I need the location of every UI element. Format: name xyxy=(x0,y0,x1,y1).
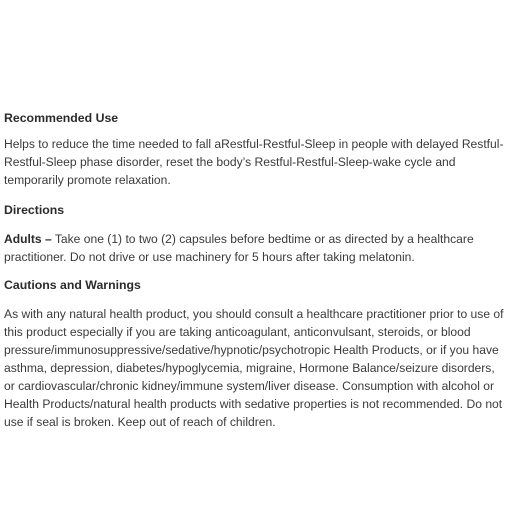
recommended-use-heading: Recommended Use xyxy=(4,111,119,125)
directions-adults-label: Adults – xyxy=(4,232,52,246)
directions-text: Take one (1) to two (2) capsules before bedtime or as directed by a healthcare practitioner. Do not drive or use machinery for 5 hours after taking melatonin. xyxy=(4,232,474,264)
recommended-use-text: Helps to reduce the time needed to fall aRestful-Restful-Sleep in people with delayed Restful-Restful-Sleep phase disorder, reset the body’s Restful-Restful-Sleep-wake cycle and temporarily promote relaxation. xyxy=(4,137,504,187)
product-info-content xyxy=(4,108,508,431)
cautions-text: As with any natural health product, you should consult a healthcare practitioner prior to use of this product especially if you are taking anticoagulant, anticonvulsant, steroids, or blood pressure/immunosuppressive/sedative/hypnotic/psychotropic Health Products, or if you have asthma, depression, diabetes/hypoglycemia, migraine, Hormone Balance/seizure disorders, or cardiovascular/chronic kidney/immune system/liver disease. Consumption with alcohol or Health Products/natural health products with sedative properties is not recommended. Do not use if seal is broken. Keep out of reach of children. xyxy=(4,307,504,429)
directions-heading: Directions xyxy=(4,203,65,217)
cautions-heading: Cautions and Warnings xyxy=(4,278,141,292)
directions-paragraph xyxy=(4,230,508,266)
